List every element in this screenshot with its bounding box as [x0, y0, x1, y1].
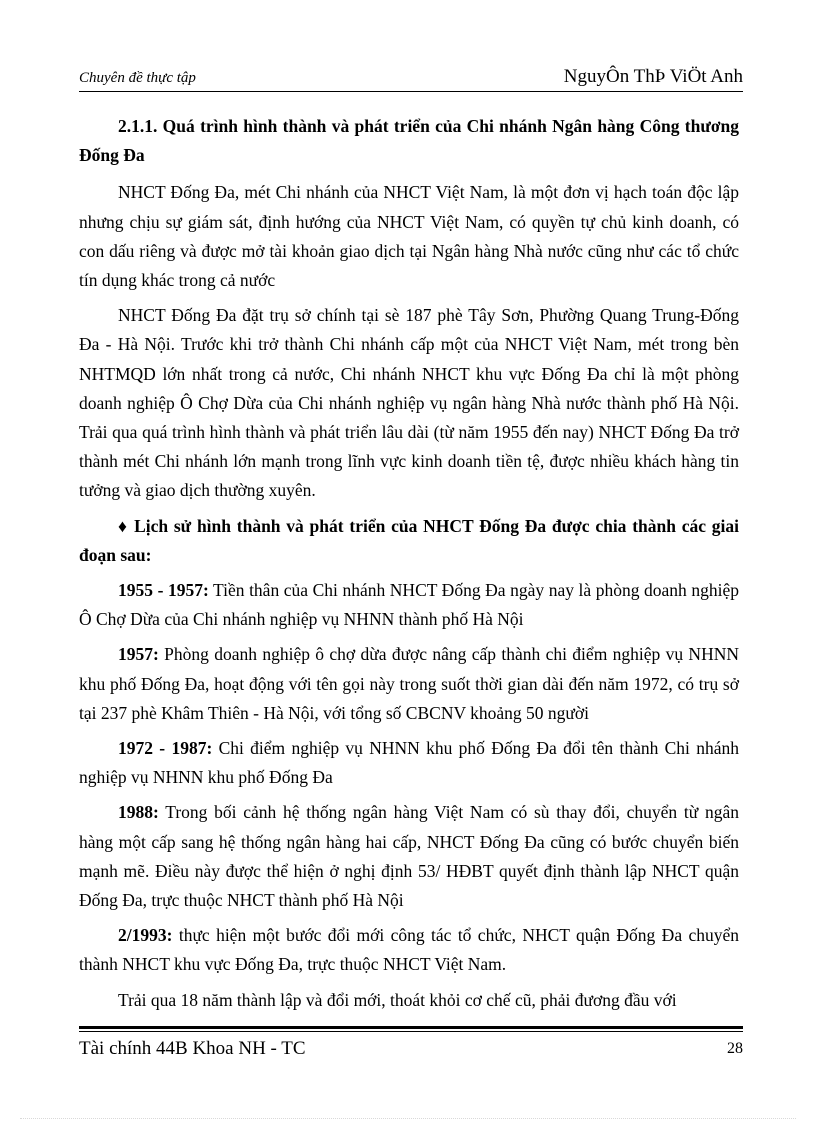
timeline-period: 1988: [118, 802, 159, 823]
footer-class-info: Tài chính 44B Khoa NH - TC [79, 1038, 306, 1059]
header-divider [79, 91, 743, 92]
timeline-text: Trong bối cảnh hệ thống ngân hàng Việt Nam có sù thay đổi, chuyển từ ngân hàng một cấp sang hệ thống ngân hàng hai cấp, NHCT Đống Đa cũng có bước chuyển biến mạnh mẽ. Điều này được thể hiện ở nghị định 53/ HĐBT quyết định thành lập NHCT quận Đống Đa, trực thuộc NHCT thành phố Hà Nội [79, 802, 739, 911]
header-course-title: Chuyên đề thực tập [79, 70, 196, 86]
timeline-text: Phòng doanh nghiệp ô chợ dừa được nâng cấp thành chi điểm nghiệp vụ NHNN khu phố Đống Đa, hoạt động với tên gọi này trong suốt thời gian dài đến năm 1972, có trụ sở tại 237 phè Khâm Thiên - Hà Nội, với tổng số CBCNV khoảng 50 người [79, 644, 739, 723]
timeline-subheading: ♦ Lịch sử hình thành và phát triển của NHCT Đống Đa được chia thành các giai đoạn sau: [79, 515, 739, 565]
timeline-entry [79, 734, 739, 792]
timeline-period: 1972 - 1987: [118, 738, 213, 759]
page-number: 28 [727, 1040, 743, 1057]
body-paragraph: NHCT Đống Đa đặt trụ sở chính tại sè 187 phè Tây Sơn, Phường Quang Trung-Đống Đa - Hà Nội. Trước khi trở thành Chi nhánh cấp một của NHCT Việt Nam, mét trong bèn NHTMQD lớn nhất trong cả nước, Chi nhánh NHCT khu vực Đống Đa chỉ là một phòng doanh nghiệp Ô Chợ Dừa của Chi nhánh nghiệp vụ ngân hàng Nhà nước thành phố Hà Nội. Trải qua quá trình hình thành và phát triển lâu dài (từ năm 1955 đến nay) NHCT Đống Đa trở thành mét Chi nhánh lớn mạnh trong lĩnh vực kinh doanh tiền tệ, được nhiều khách hàng tin tưởng và giao dịch thường xuyên. [79, 305, 739, 501]
timeline-entry [79, 798, 739, 915]
page-body [79, 112, 739, 1021]
timeline-entry [79, 640, 739, 728]
timeline-text: Tiền thân của Chi nhánh NHCT Đống Đa ngày nay là phòng doanh nghiệp Ô Chợ Dừa của Chi nhánh nghiệp vụ NHNN thành phố Hà Nội [79, 580, 740, 630]
timeline-period: 1957: [118, 644, 159, 665]
footer-divider-thick [79, 1026, 743, 1029]
timeline-period: 1955 - 1957: [118, 580, 209, 601]
body-paragraph: NHCT Đống Đa, mét Chi nhánh của NHCT Việt Nam, là một đơn vị hạch toán độc lập nhưng chịu sự giám sát, định hướng của NHCT Việt Nam, có quyền tự chủ kinh doanh, có con dấu riêng và được mở tài khoản giao dịch tại Ngân hàng Nhà nước cũng như các tổ chức tín dụng khác trong cả nước [79, 182, 739, 291]
timeline-entry [79, 576, 739, 634]
page-edge-guide [20, 1118, 796, 1119]
timeline-period: 2/1993: [118, 925, 173, 946]
section-heading: 2.1.1. Quá trình hình thành và phát triển của Chi nhánh Ngân hàng Công thương Đống Đa [79, 116, 739, 166]
timeline-entry [79, 921, 739, 979]
header-author-name: NguyÔn ThÞ ViÖt Anh [563, 66, 743, 87]
footer-divider-thin [79, 1031, 743, 1032]
page-header [79, 66, 743, 90]
timeline-text: thực hiện một bước đổi mới công tác tổ chức, NHCT quận Đống Đa chuyển thành NHCT khu vực Đống Đa, trực thuộc NHCT Việt Nam. [79, 925, 739, 975]
closing-paragraph: Trải qua 18 năm thành lập và đổi mới, thoát khỏi cơ chế cũ, phải đương đầu với [118, 989, 677, 1010]
timeline-text: Chi điểm nghiệp vụ NHNN khu phố Đống Đa đổi tên thành Chi nhánh nghiệp vụ NHNN khu phố Đống Đa [79, 738, 739, 788]
